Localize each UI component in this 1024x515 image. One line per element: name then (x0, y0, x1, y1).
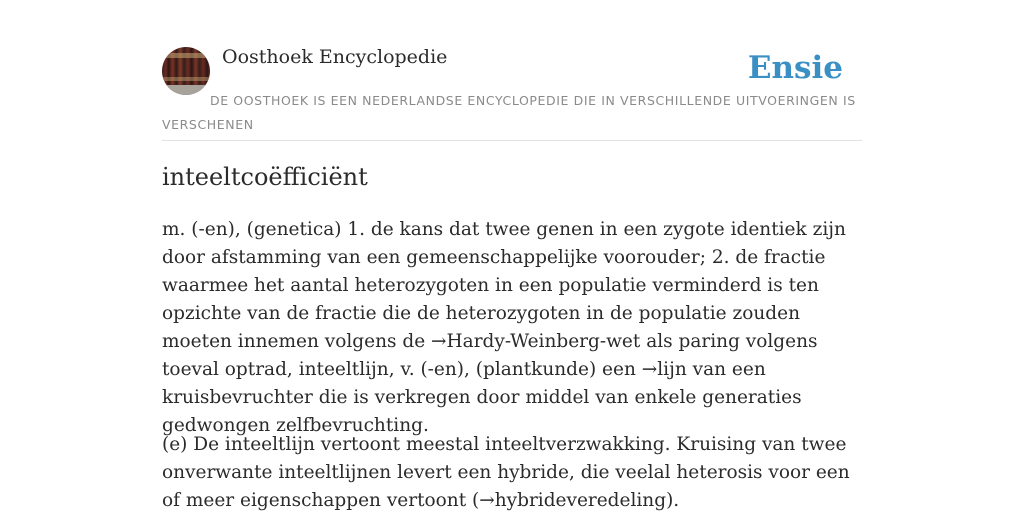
link-hardy-weinberg-wet[interactable]: →Hardy-Weinberg-wet (431, 331, 641, 352)
paragraph-text: (e) De inteeltlijn vertoont meestal inteeltverzwakking. Kruising van twee onverwante inteeltlijnen levert een hybride, die veelal heterosis voor een of meer eigenschappen vertoont ( (162, 434, 850, 511)
page (162, 0, 862, 511)
entry-paragraph-2 (162, 431, 862, 515)
paragraph-text: m. (-en), (genetica) 1. de kans dat twee genen in een zygote identiek zijn door afstamming van een gemeenschappelijke voorouder; 2. de fractie waarmee het aantal heterozygoten in een populatie verminderd is ten opzichte van de fractie die de heterozygoten in de populatie zouden moeten innemen volgens de (162, 219, 846, 352)
paragraph-text: van een kruisbevruchter die is verkregen door middel van enkele generaties gedwongen zelfbevruchting. (162, 359, 802, 436)
site-logo-avatar[interactable] (162, 47, 210, 95)
entry-paragraph-1 (162, 216, 862, 440)
paragraph-text: als paring volgens toeval optrad, inteeltlijn, v. (-en), (plantkunde) een (162, 331, 818, 380)
site-header (162, 0, 862, 141)
brand-logo-link[interactable]: Ensie (747, 50, 843, 86)
book-spine-band (162, 77, 210, 81)
site-tagline: DE OOSTHOEK IS EEN NEDERLANDSE ENCYCLOPEDIE DIE IN VERSCHILLENDE UITVOERINGEN IS VERSCHENEN (162, 93, 856, 132)
book-spine-band (162, 53, 210, 58)
site-name-link[interactable]: Oosthoek Encyclopedie (222, 46, 448, 68)
link-hybrideveredeling[interactable]: →hybrideveredeling (479, 490, 667, 511)
entry-title: inteeltcoëfficiënt (162, 163, 368, 191)
link-lijn[interactable]: →lijn (641, 359, 687, 380)
paragraph-text: ). (666, 490, 680, 511)
